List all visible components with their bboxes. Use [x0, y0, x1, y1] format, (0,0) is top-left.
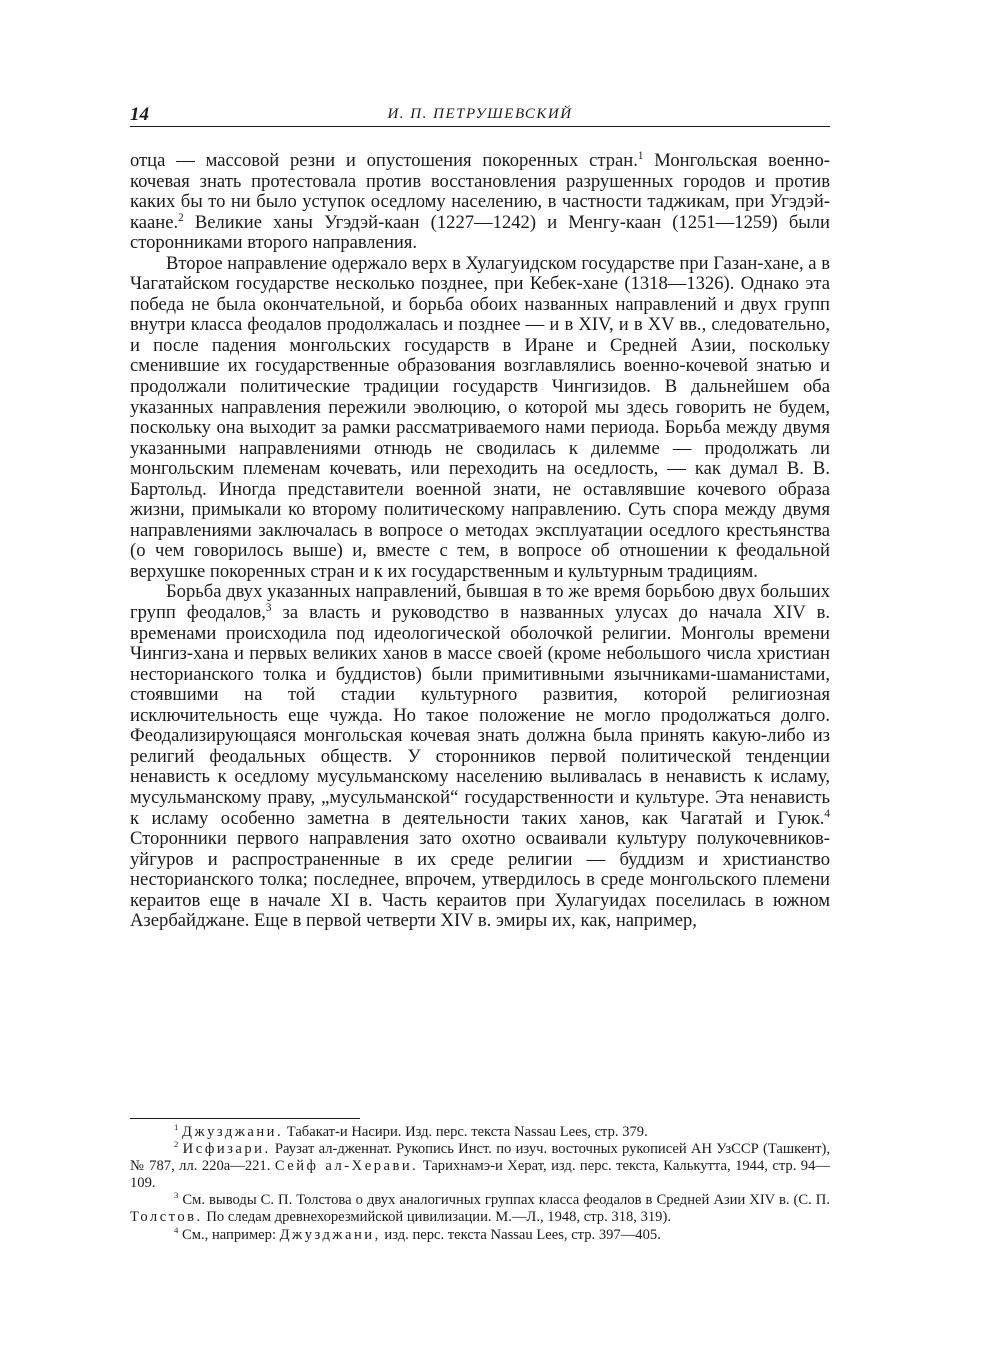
- footnote-author: Исфизари.: [182, 1141, 271, 1158]
- footnote-text-2: Тарихнамэ-и Херат, изд. перс. текста, Калькутта, 1944, стр. 94—109.: [130, 1158, 830, 1192]
- footnote-ref-3: 3: [265, 601, 272, 614]
- footnote-author-2: Сейф ал-Херави.: [274, 1158, 419, 1175]
- footnote-text: Табакат-и Насири. Изд. перс. текста Nassau Lees, стр. 379.: [283, 1124, 648, 1140]
- footnote-divider: [130, 1118, 360, 1119]
- footnote-ref-2: 2: [178, 211, 184, 224]
- paragraph-1-part-a: отца — массовой резни и опустошения покоренных стран.: [130, 150, 638, 171]
- footnote-4: [130, 1224, 830, 1244]
- footnote-text: См., например:: [178, 1226, 280, 1243]
- footnote-ref-4: 4: [824, 807, 830, 820]
- footnote-number: 3: [174, 1190, 179, 1201]
- page-number: 14: [130, 104, 149, 125]
- footnote-number: 4: [174, 1224, 179, 1235]
- footnote-2: [130, 1141, 830, 1192]
- footnote-author: Джузджани.: [182, 1124, 284, 1140]
- paragraph-1-part-b: Монгольская военно-кочевая знать протестовала против восстановления разрушенных городов и против каких бы то ни было уступок оседлому населению, в частности таджикам, при Угэдэй-каане.: [130, 150, 830, 233]
- footnote-text: См. выводы С. П. Толстова о двух аналогичных группах класса феодалов в Средней Азии XIV в. (С. П.: [178, 1192, 830, 1209]
- body-text: [130, 151, 830, 932]
- footnote-author: Толстов.: [130, 1209, 203, 1226]
- footnote-3: [130, 1192, 830, 1226]
- footnote-ref-1: 1: [637, 149, 644, 162]
- paragraph-1-part-c: Великие ханы Угэдэй-каан (1227—1242) и Менгу-каан (1251—1259) были сторонниками второго направления.: [130, 211, 830, 254]
- running-header: [130, 104, 830, 127]
- running-title: И. П. ПЕТРУШЕВСКИЙ: [387, 106, 573, 122]
- footnote-text: Раузат ал-дженнат. Рукопись Инст. по изуч. восточных рукописей АН УзССР (Ташкент), № 787, лл. 220а—221.: [130, 1141, 830, 1175]
- footnote-text-2: По следам древнехорезмийской цивилизации. М.—Л., 1948, стр. 318, 319).: [202, 1209, 671, 1226]
- paragraph-3-part-a: Борьба двух указанных направлений, бывшая в то же время борьбою двух больших групп феодалов,: [130, 581, 830, 624]
- footnote-number: 2: [174, 1139, 179, 1150]
- footnote-number: 1: [174, 1122, 179, 1133]
- paragraph-2: Второе направление одержало верх в Хулагуидском государстве при Газан-хане, а в Чагатайском государстве несколько позднее, при Кебек-хане (1318—1326). Однако эта победа не была окончательной, и борьба обоих названных направлений и двух групп внутри класса феодалов продолжалась и позднее — и в XIV, и в XV вв., следовательно, и после падения монгольских государств в Иране и Средней Азии, поскольку сменившие их государственные образования возглавлялись военно-кочевой знатью и продолжали политические традиции государств Чингизидов. В дальнейшем оба указанных направления пережили эволюцию, о которой мы здесь говорить не будем, поскольку она выходит за рамки рассматриваемого нами периода. Борьба между двумя указанными направлениями отнюдь не сводилась к дилемме — продолжать ли монгольским племенам кочевать, или переходить на оседлость, — как думал В. В. Бартольд. Иногда представители военной знати, не оставлявшие кочевого образа жизни, примыкали ко второму политическому направлению. Суть спора между двумя направлениями заключалась в вопросе о методах эксплуатации оседлого крестьянства (о чем говорилось выше) и, вместе с тем, в вопросе об отношении к феодальной верхушке покоренных стран и к их государственным и культурным традициям.: [130, 252, 830, 582]
- paragraph-3-part-c: Сторонники первого направления зато охотно осваивали культуру полукочевников-уйгуров и распространенные в их среде религии — буддизм и христианство несторианского толка; последнее, впрочем, утвердилось в среде монгольского племени кераитов еще в начале XI в. Часть кераитов при Хулагуидах поселилась в южном Азербайджане. Еще в первой четверти XIV в. эмиры их, как, например,: [130, 828, 830, 932]
- footnote-text-2: изд. перс. текста Nassau Lees, стр. 397—405.: [380, 1226, 661, 1243]
- paragraph-3-part-b: за власть и руководство в названных улусах до начала XIV в. временами происходила под идеологической оболочкой религии. Монголы времени Чингиз-хана и первых великих ханов в массе своей (кроме небольшого числа христиан несторианского толка и буддистов) были примитивными язычниками-шаманистами, стоявшими на той стадии культурного развития, которой религиозная исключительность еще чужда. Но такое положение не могло продолжаться долго. Феодализирующаяся монгольская кочевая знать должна была принять какую-либо из религий феодальных обществ. У сторонников первой политической тенденции ненависть к оседлому мусульманскому населению выливалась в ненависть к исламу, мусульманскому праву, „мусульманской“ государственности и культуре. Эта ненависть к исламу особенно заметна в деятельности таких ханов, как Чагатай и Гуюк.: [130, 602, 830, 829]
- footnote-1: [130, 1124, 830, 1141]
- paragraph-3: [130, 582, 830, 931]
- paragraph-1: [130, 151, 830, 254]
- footnote-author: Джузджани,: [279, 1226, 381, 1243]
- footnotes: [130, 1124, 830, 1244]
